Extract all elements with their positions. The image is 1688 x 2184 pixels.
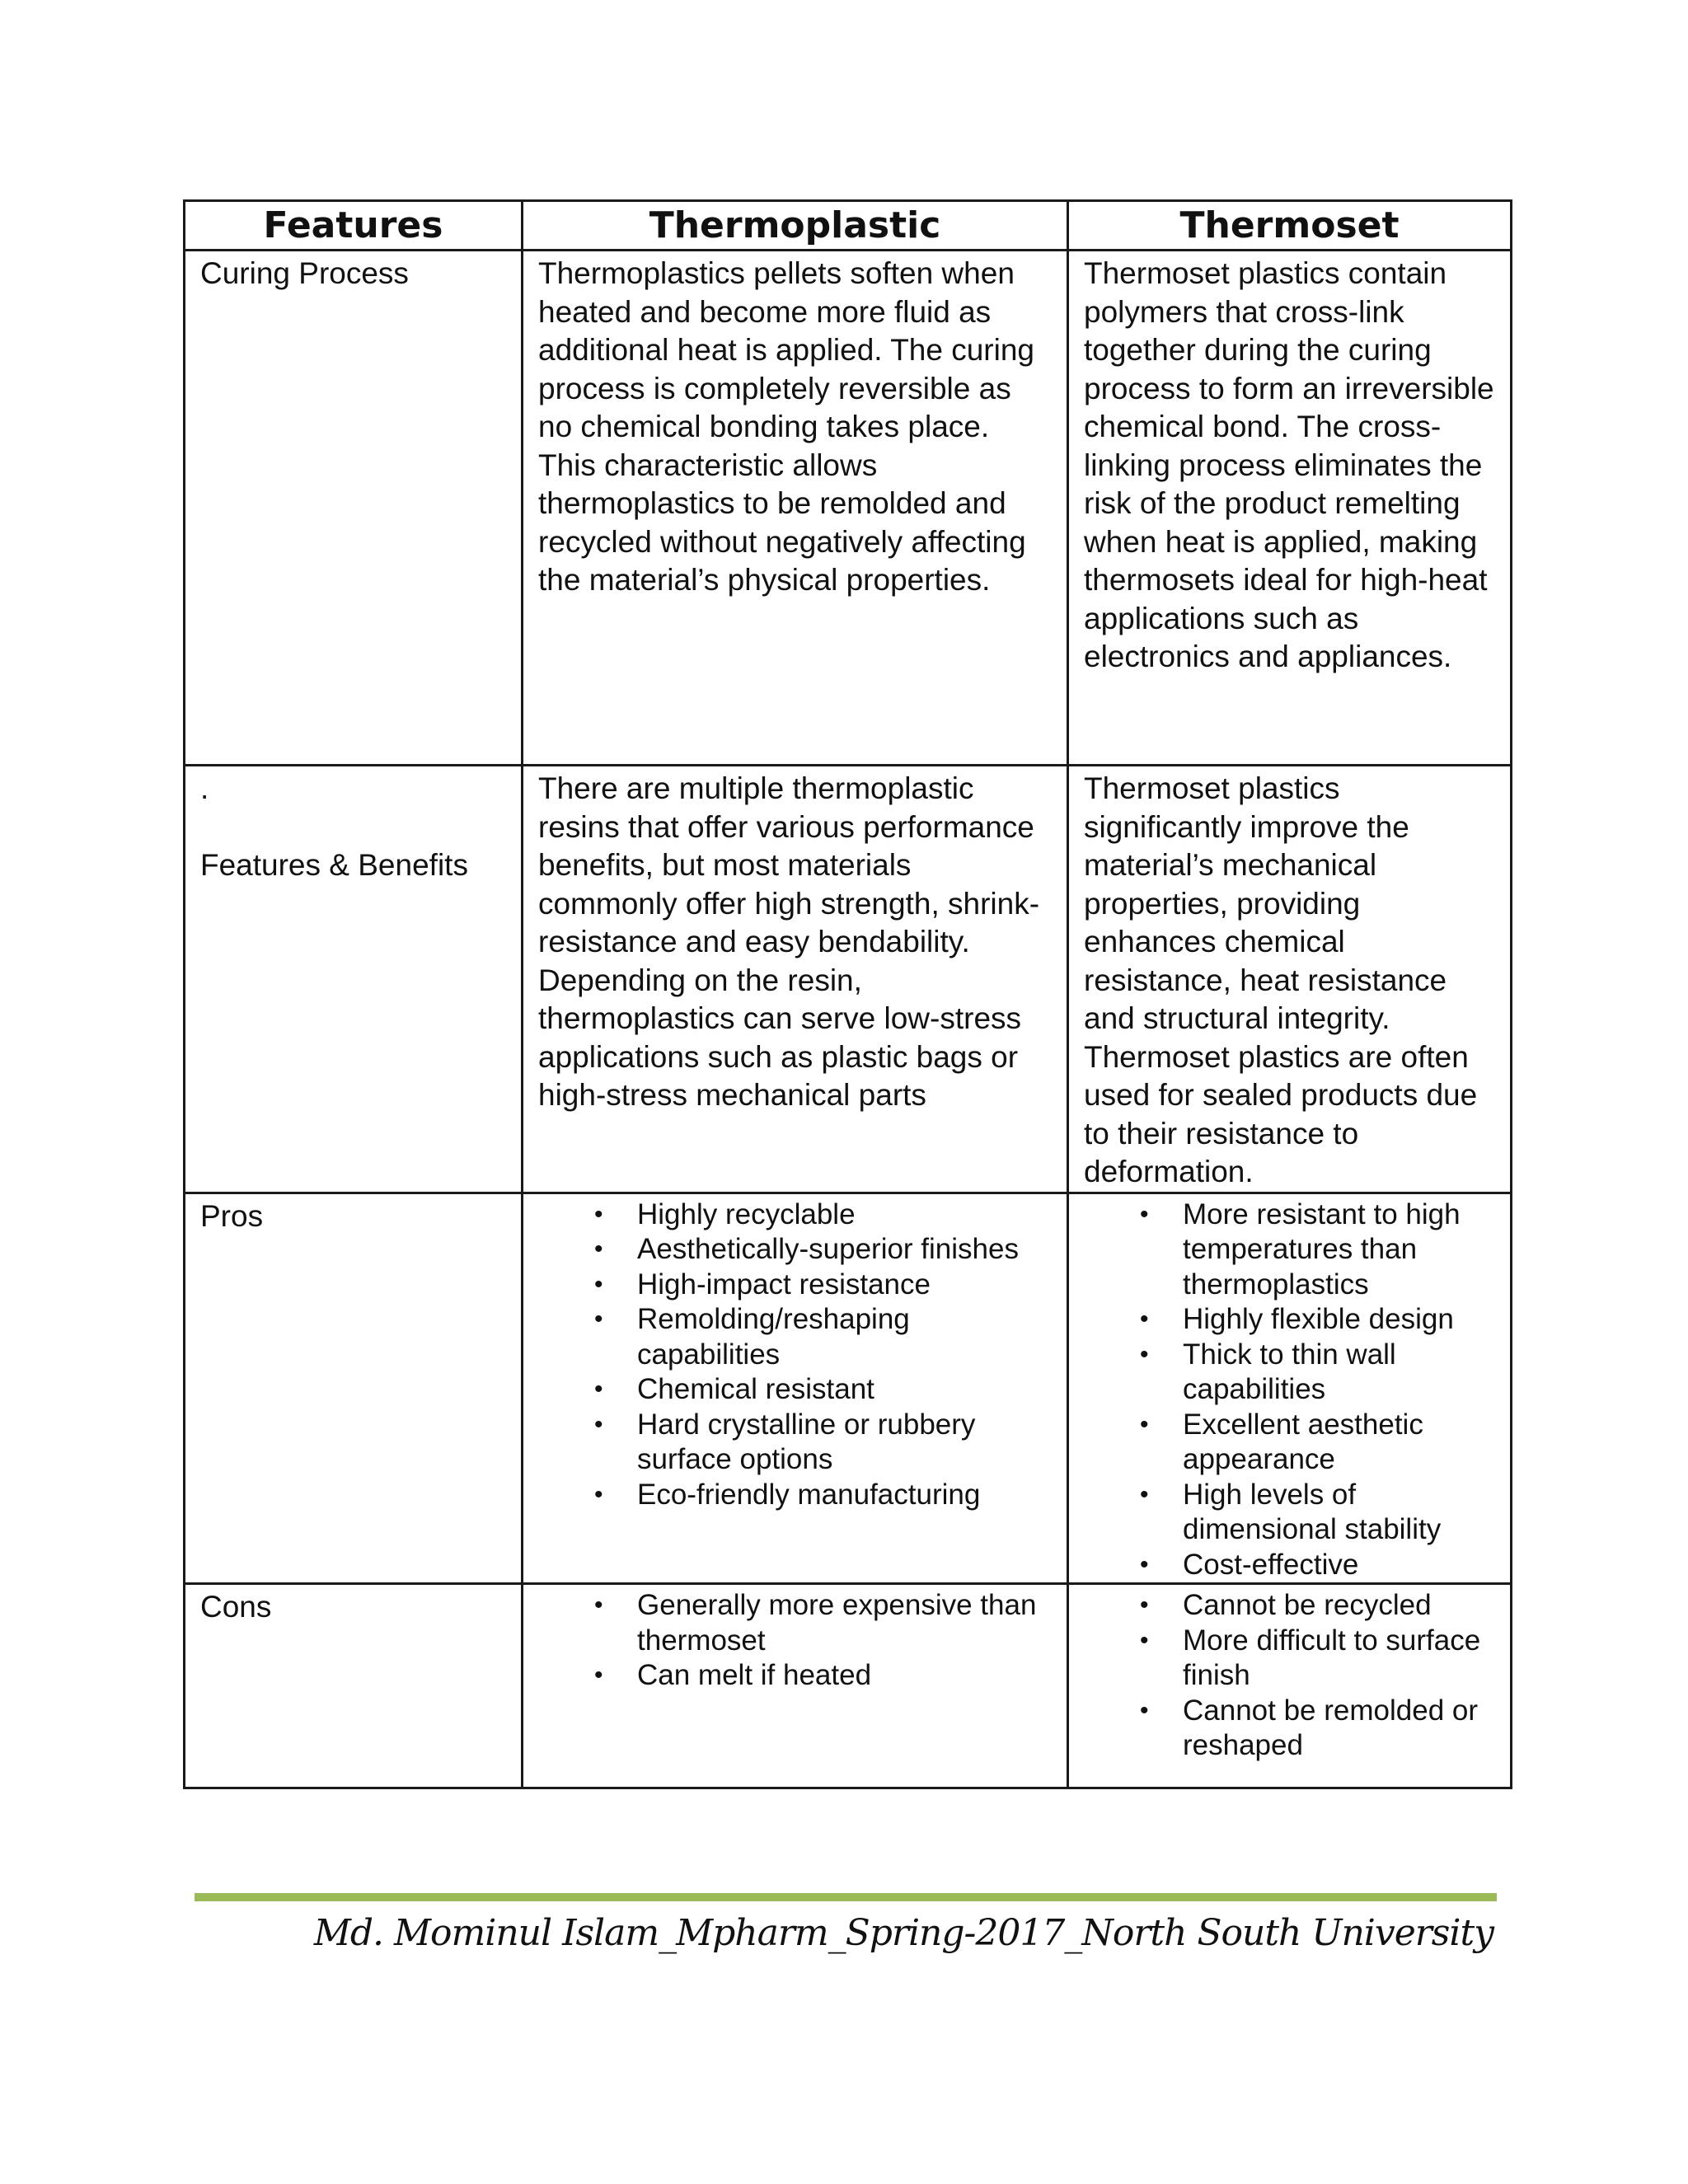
footer-author-line: Md. Mominul Islam_Mpharm_Spring-2017_North South University [313, 1912, 1493, 1954]
list-item: • Remolding/reshaping capabilities [538, 1302, 1052, 1372]
feature-cell [185, 1193, 523, 1584]
thermoset-pros-list [1084, 1197, 1495, 1583]
list-item: • Eco-friendly manufacturing [538, 1478, 1052, 1513]
thermoplastic-cell: There are multiple thermoplastic resins that offer various performance benefits, but most materials commonly offer high strength, shrink-resistance and easy bendability. Depending on the resin, thermoplastics can serve low-stress applications such as plastic bags or high-stress mechanical parts [523, 766, 1068, 1193]
feature-label-features-benefits: Features & Benefits [200, 848, 468, 882]
table-row-pros [185, 1193, 1512, 1584]
table-row-curing-process [185, 251, 1512, 766]
feature-prefix-dot: . [200, 771, 209, 805]
thermoplastic-pros-list [538, 1197, 1052, 1513]
thermoset-cons-list [1084, 1588, 1495, 1764]
feature-label-pros: Pros [200, 1198, 264, 1233]
feature-cell [185, 251, 523, 766]
thermoplastic-pros-cell [523, 1193, 1068, 1584]
list-item: • Highly flexible design [1084, 1302, 1495, 1338]
list-item: • More difficult to surface finish [1084, 1624, 1495, 1694]
list-item: • High-impact resistance [538, 1268, 1052, 1303]
table-row-cons [185, 1584, 1512, 1788]
thermoset-cons-cell [1068, 1584, 1512, 1788]
list-item: • Chemical resistant [538, 1372, 1052, 1408]
list-item: • High levels of dimensional stability [1084, 1478, 1495, 1548]
thermoplastic-cell: Thermoplastics pellets soften when heated and become more fluid as additional heat is applied. The curing process is completely reversible as no chemical bonding takes place. This characteristic allows thermoplastics to be remolded and recycled without negatively affecting the material’s physical properties. [523, 251, 1068, 766]
list-item: • Cannot be remolded or reshaped [1084, 1694, 1495, 1764]
header-thermoset: Thermoset [1068, 201, 1512, 251]
thermoplastic-cons-cell [523, 1584, 1068, 1788]
feature-label-cons: Cons [200, 1590, 272, 1624]
list-item: • Cannot be recycled [1084, 1588, 1495, 1624]
feature-cell [185, 1584, 523, 1788]
thermoplastic-cons-list [538, 1588, 1052, 1694]
list-item: • More resistant to high temperatures than thermoplastics [1084, 1197, 1495, 1303]
list-item: • Can melt if heated [538, 1658, 1052, 1694]
thermoset-cell: Thermoset plastics significantly improve the material’s mechanical properties, providing enhances chemical resistance, heat resistance and structural integrity. Thermoset plastics are often used for sealed products due to their resistance to deformation. [1068, 766, 1512, 1193]
feature-spacer [200, 808, 506, 847]
thermoset-pros-cell [1068, 1193, 1512, 1584]
table-row-features-benefits [185, 766, 1512, 1193]
table-header-row [185, 201, 1512, 251]
footer-divider [195, 1893, 1497, 1901]
feature-cell [185, 766, 523, 1193]
list-item: • Thick to thin wall capabilities [1084, 1338, 1495, 1408]
list-item: • Highly recyclable [538, 1197, 1052, 1233]
header-features: Features [185, 201, 523, 251]
list-item: • Excellent aesthetic appearance [1084, 1408, 1495, 1478]
list-item: • Aesthetically-superior finishes [538, 1232, 1052, 1268]
list-item: • Generally more expensive than thermoset [538, 1588, 1052, 1658]
thermoset-cell: Thermoset plastics contain polymers that cross-link together during the curing process to form an irreversible chemical bond. The cross-linking process eliminates the risk of the product remelting when heat is applied, making thermosets ideal for high-heat applications such as electronics and appliances. [1068, 251, 1512, 766]
header-thermoplastic: Thermoplastic [523, 201, 1068, 251]
list-item: • Cost-effective [1084, 1548, 1495, 1583]
feature-label-curing-process: Curing Process [200, 256, 409, 290]
list-item: • Hard crystalline or rubbery surface options [538, 1408, 1052, 1478]
comparison-table [183, 199, 1512, 1789]
